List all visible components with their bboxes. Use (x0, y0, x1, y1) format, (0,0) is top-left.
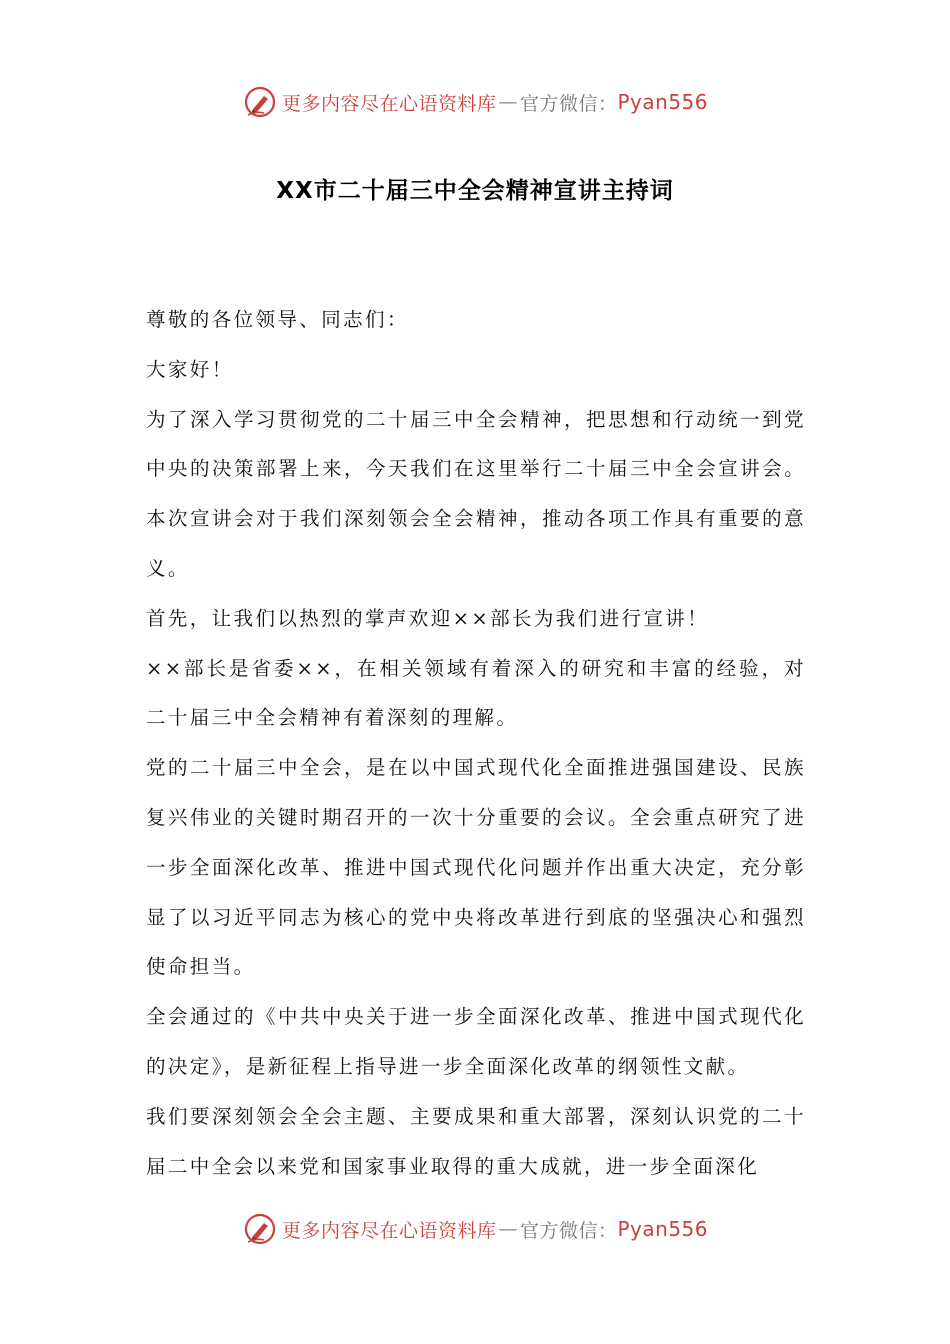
paragraph-welcome: 首先，让我们以热烈的掌声欢迎××部长为我们进行宣讲！ (146, 606, 710, 630)
document-body (146, 295, 806, 1191)
pen-logo-icon (242, 1211, 278, 1247)
watermark-header (0, 82, 950, 122)
watermark-label: 官方微信： (519, 92, 618, 115)
paragraph-decision-document: 全会通过的《中共中央关于进一步全面深化改革、推进中国式现代化的决定》，是新征程上指导进一步全面深化改革的纲领性文献。 (146, 1005, 806, 1078)
paragraph-plenum-significance: 党的二十届三中全会，是在以中国式现代化全面推进强国建设、民族复兴伟业的关键时期召开的一次十分重要的会议。全会重点研究了进一步全面深化改革、推进中国式现代化问题并作出重大决定，充分彰显了以习近平同志为核心的党中央将改革进行到底的坚强决心和强烈使命担当。 (146, 756, 806, 979)
watermark-footer (0, 1209, 950, 1249)
watermark-main-text: 更多内容尽在心语资料库 (281, 1219, 497, 1242)
paragraph-intro: 为了深入学习贯彻党的二十届三中全会精神，把思想和行动统一到党中央的决策部署上来，今天我们在这里举行二十届三中全会宣讲会。本次宣讲会对于我们深刻领会全会精神，推动各项工作具有重要的意义。 (146, 407, 806, 580)
watermark-label: 官方微信： (519, 1219, 618, 1242)
watermark-dash: — (498, 1218, 518, 1240)
paragraph-greeting: 大家好！ (146, 357, 234, 381)
watermark-wechat-id: Pyan556 (617, 1217, 709, 1241)
watermark-main-text: 更多内容尽在心语资料库 (281, 92, 497, 115)
pen-logo-icon (242, 84, 278, 120)
paragraph-understanding: 我们要深刻领会全会主题、主要成果和重大部署，深刻认识党的二十届二中全会以来党和国家事业取得的重大成就，进一步全面深化 (146, 1104, 806, 1178)
watermark-dash: — (498, 91, 518, 113)
watermark-wechat-id: Pyan556 (617, 90, 709, 114)
paragraph-speaker: ××部长是省委××，在相关领域有着深入的研究和丰富的经验，对二十届三中全会精神有着深刻的理解。 (146, 656, 806, 730)
document-title: XX市二十届三中全会精神宣讲主持词 (276, 178, 674, 204)
paragraph-salutation: 尊敬的各位领导、同志们： (146, 308, 409, 331)
